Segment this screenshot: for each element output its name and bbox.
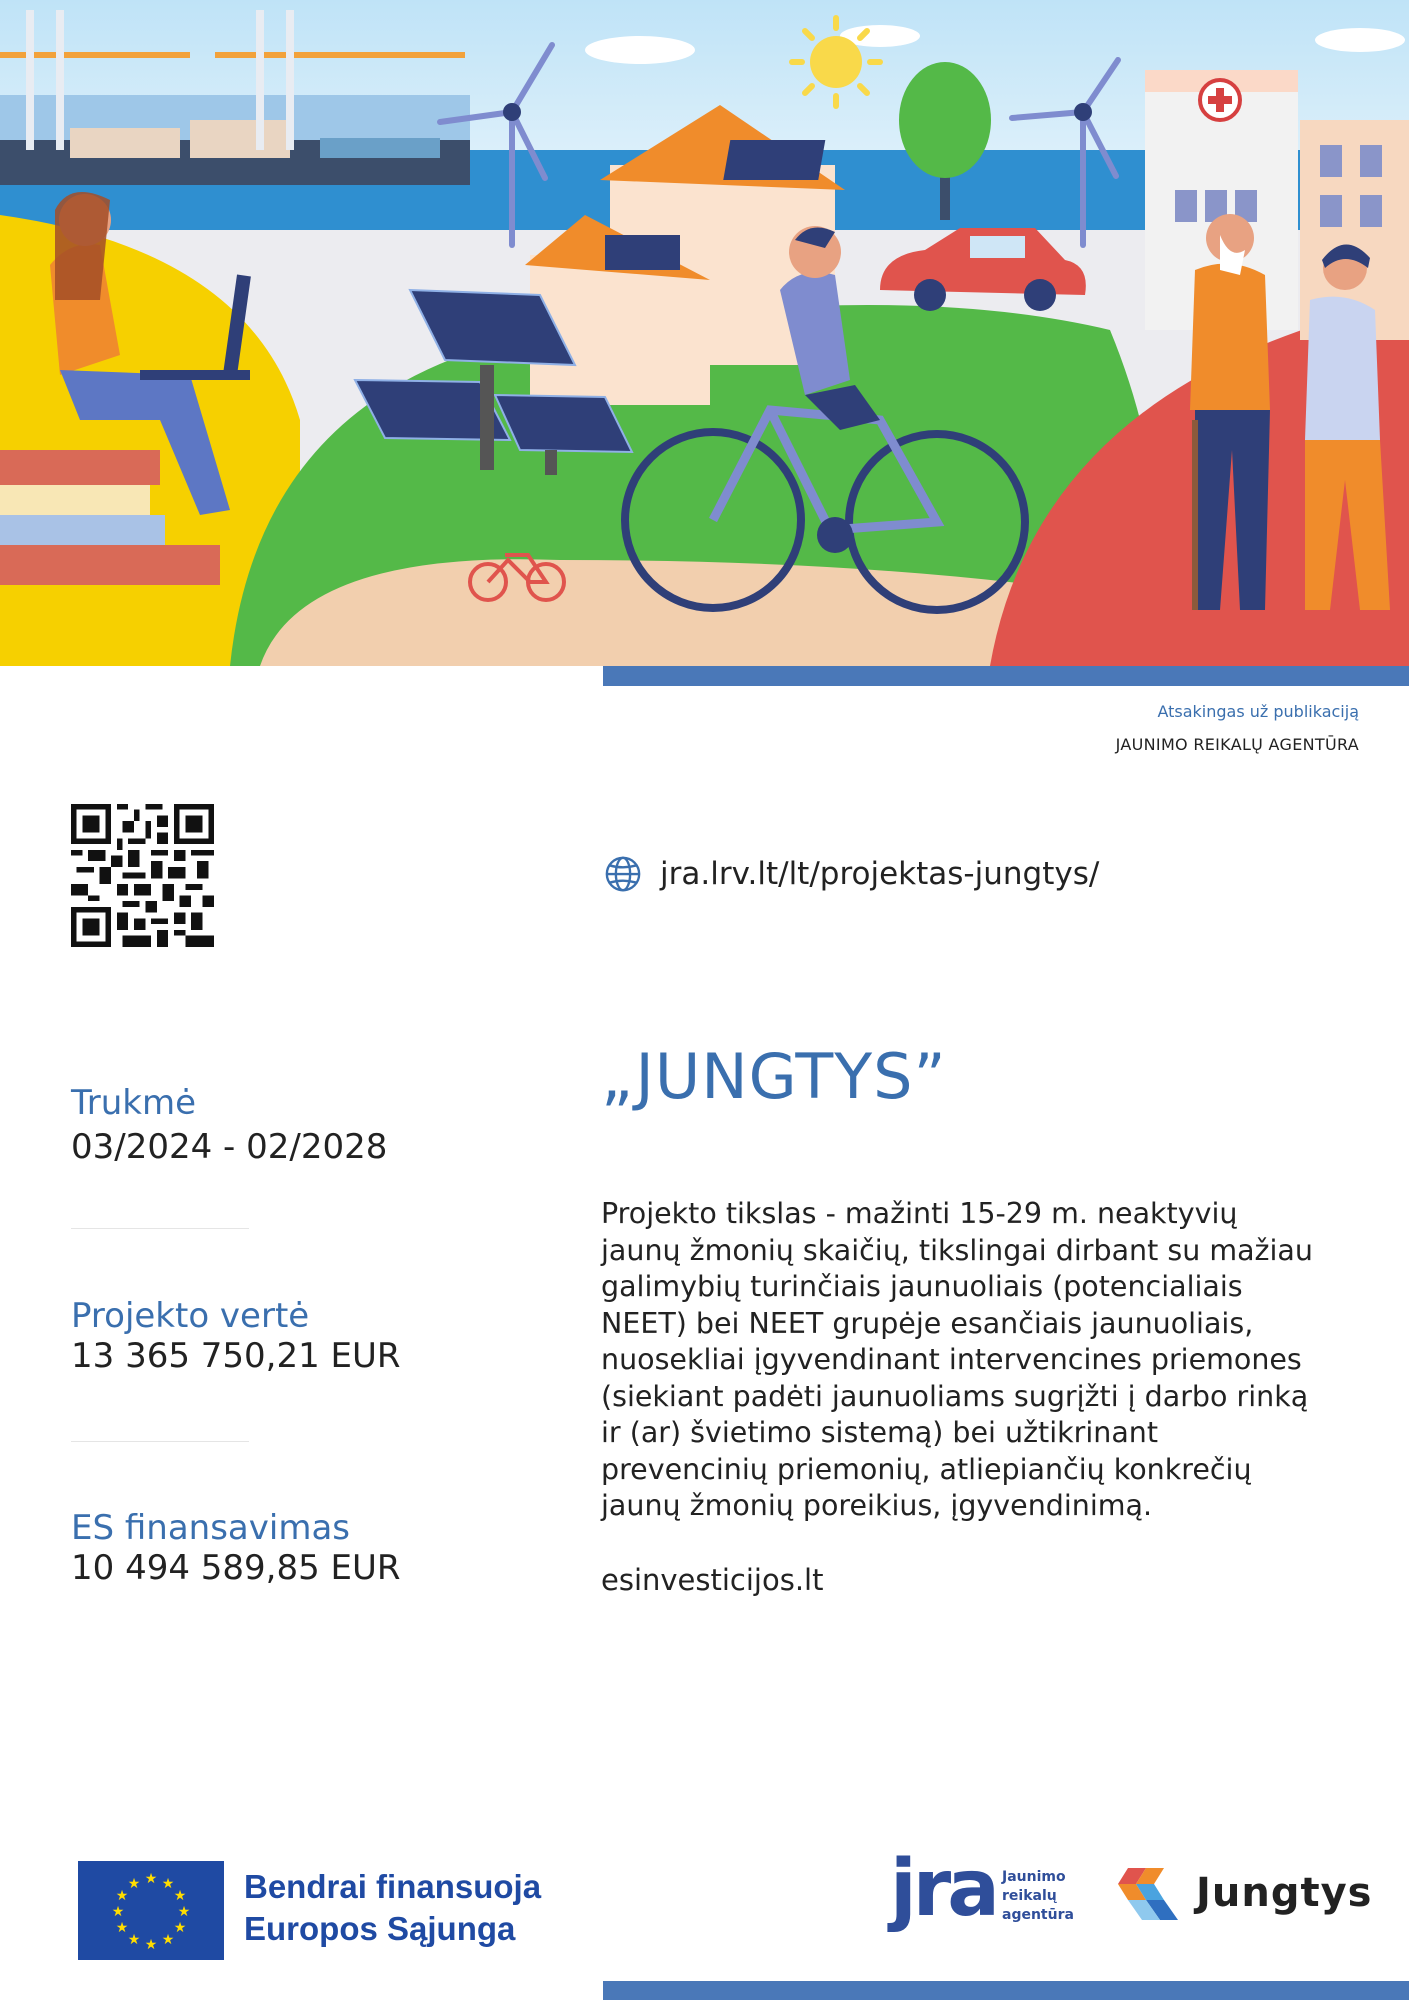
divider xyxy=(71,1228,249,1229)
stat-label: Projekto vertė xyxy=(71,1296,310,1336)
svg-text:★: ★ xyxy=(115,1920,129,1936)
stat-value: 13 365 750,21 EUR xyxy=(71,1336,401,1376)
stat-label: ES finansavimas xyxy=(71,1508,351,1548)
decorative-bar-bottom xyxy=(603,1981,1409,2000)
stat-eu-funding xyxy=(71,1508,401,1588)
svg-text:★: ★ xyxy=(161,1876,175,1892)
svg-text:★: ★ xyxy=(111,1904,125,1920)
hero-illustration xyxy=(0,0,1409,666)
qr-code[interactable] xyxy=(71,804,214,947)
divider xyxy=(71,1441,249,1442)
stat-duration xyxy=(71,1083,387,1167)
jungtys-wordmark: Jungtys xyxy=(1196,1870,1373,1916)
stat-value: 10 494 589,85 EUR xyxy=(71,1548,401,1588)
jra-sub-line1: Jaunimo xyxy=(1002,1869,1066,1885)
jra-sub-line3: agentūra xyxy=(1002,1907,1074,1923)
svg-text:★: ★ xyxy=(144,1937,158,1953)
publication-label: Atsakingas už publikaciją xyxy=(1157,702,1359,721)
jra-logo-mark: jra xyxy=(890,1844,996,1934)
eu-text-line2: Europos Sąjunga xyxy=(244,1910,516,1947)
svg-text:★: ★ xyxy=(161,1932,175,1948)
jra-subtitle xyxy=(1002,1868,1074,1925)
stat-project-value xyxy=(71,1296,401,1376)
jra-sub-line2: reikalų xyxy=(1002,1888,1057,1904)
svg-text:★: ★ xyxy=(173,1920,187,1936)
jungtys-logo-icon xyxy=(1116,1864,1180,1928)
decorative-bar-top xyxy=(603,666,1409,686)
svg-text:★: ★ xyxy=(127,1932,141,1948)
globe-icon xyxy=(604,855,642,893)
eu-text-line1: Bendrai finansuoja xyxy=(244,1868,542,1905)
website-url[interactable]: jra.lrv.lt/lt/projektas-jungtys/ xyxy=(660,856,1100,892)
project-description: Projekto tikslas - mažinti 15-29 m. neaktyvių jaunų žmonių skaičių, tikslingai dirbant su mažiau galimybių turinčiais jaunuoliais (potencialiais NEET) bei NEET grupėje esančiais jaunuoliais, nuosekliai įgyvendinant intervencines priemones (siekiant padėti jaunuoliams sugrįžti į darbo rinką ir (ar) švietimo sistemą) bei užtikrinant prevencinių priemonių, atliepiančių konkrečių jaunų žmonių poreikius, įgyvendinimą. xyxy=(601,1197,1313,1522)
stat-label: Trukmė xyxy=(71,1083,197,1123)
svg-text:★: ★ xyxy=(144,1871,158,1887)
esinvesticijos-link[interactable]: esinvesticijos.lt xyxy=(601,1563,824,1597)
website-link-row[interactable] xyxy=(604,855,1099,893)
svg-text:★: ★ xyxy=(115,1888,129,1904)
publication-organization: JAUNIMO REIKALŲ AGENTŪRA xyxy=(1115,735,1359,754)
svg-text:★: ★ xyxy=(177,1904,191,1920)
eu-flag-icon xyxy=(78,1861,224,1960)
stat-value: 03/2024 - 02/2028 xyxy=(71,1127,388,1167)
project-title: „JUNGTYS” xyxy=(601,1040,947,1113)
eu-cofunding-text xyxy=(244,1866,541,1950)
svg-text:★: ★ xyxy=(173,1888,187,1904)
svg-text:★: ★ xyxy=(127,1876,141,1892)
